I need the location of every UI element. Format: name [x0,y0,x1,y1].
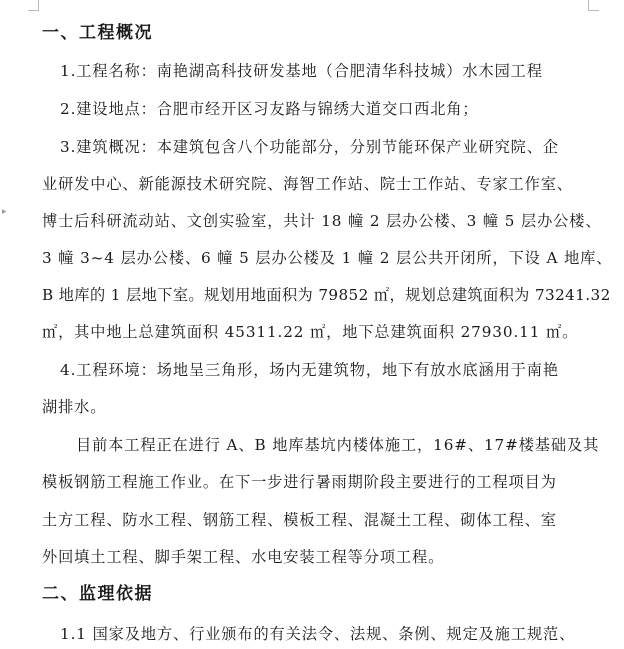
crop-mark-top-left [28,0,39,11]
project-name-line: 1.工程名称：南艳湖高科技研发基地（合肥清华科技城）水木园工程 [60,62,543,80]
building-overview-line-1: 3.建筑概况：本建筑包含八个功能部分，分别节能环保产业研究院、企 [60,138,559,156]
building-overview-line-4: 3 幢 3~4 层办公楼、6 幢 5 层办公楼及 1 幢 2 层公共开闭所，下设 A 地库、 [42,249,613,267]
building-overview-line-2: 业研发中心、新能源技术研究院、海智工作站、院士工作站、专家工作室、 [42,175,573,193]
progress-paragraph-line-1: 目前本工程正在进行 A、B 地库基坑内楼体施工，16#、17#楼基础及其 [76,436,600,454]
progress-paragraph-line-3: 土方工程、防水工程、钢筋工程、模板工程、混凝土工程、砌体工程、室 [42,511,557,529]
crop-mark-top-right [588,0,599,11]
building-overview-line-3: 博士后科研流动站、文创实验室，共计 18 幢 2 层办公楼、3 幢 5 层办公楼、 [42,212,602,230]
environment-line-2: 湖排水。 [42,398,107,416]
progress-paragraph-line-4: 外回填土工程、脚手架工程、水电安装工程等分项工程。 [42,548,445,566]
margin-arrow-icon: ▸ [2,207,7,217]
environment-line-1: 4.工程环境：场地呈三角形，场内无建筑物，地下有放水底涵用于南艳 [60,361,559,379]
building-overview-line-6: ㎡，其中地上总建筑面积 45311.22 ㎡，地下总建筑面积 27930.11 ㎡。 [42,323,579,341]
project-location-line: 2.建设地点：合肥市经开区习友路与锦绣大道交口西北角； [60,100,479,118]
building-overview-line-5: B 地库的 1 层地下室。规划用地面积为 79852 ㎡，规划总建筑面积为 73241.32 [42,286,611,304]
section-heading-basis: 二、监理依据 [42,584,153,604]
basis-item-line: 1.1 国家及地方、行业颁布的有关法令、法规、条例、规定及施工规范、 [60,625,576,643]
section-heading-overview: 一、工程概况 [42,23,153,43]
progress-paragraph-line-2: 模板钢筋工程施工作业。在下一步进行暑雨期阶段主要进行的工程项目为 [42,473,557,491]
